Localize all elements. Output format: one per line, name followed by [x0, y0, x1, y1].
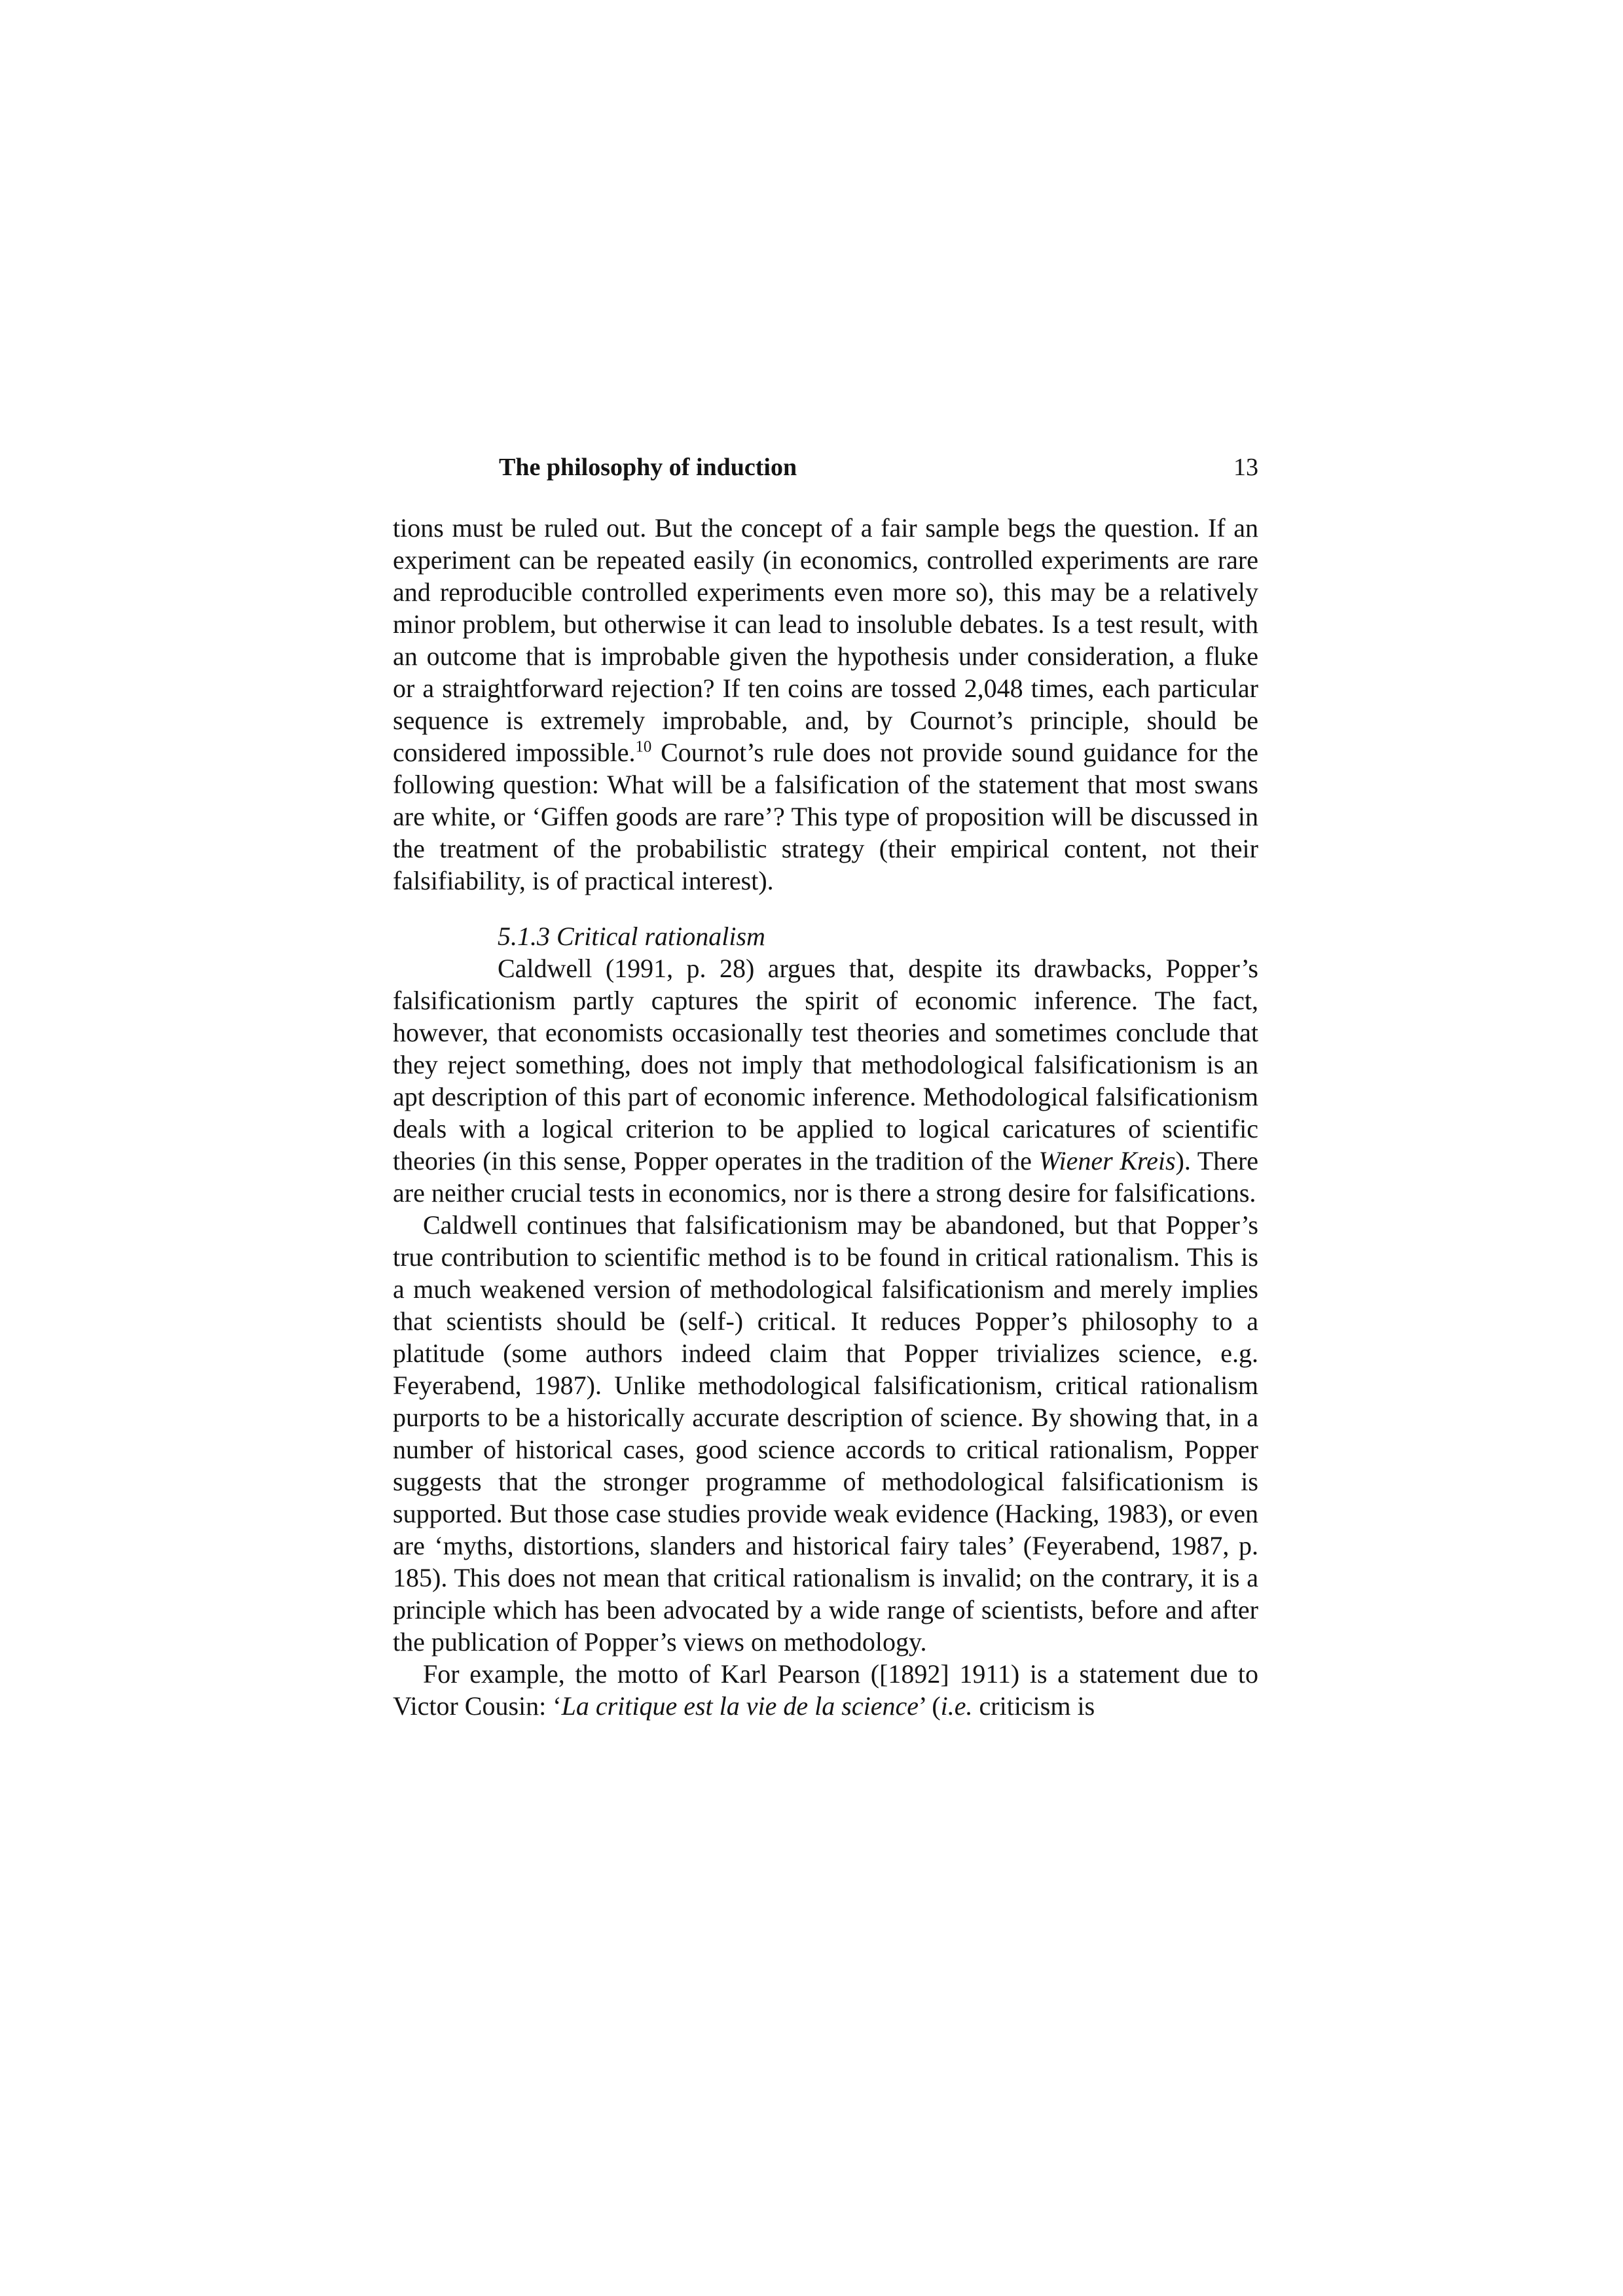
- emphasis-text: 5.1.3 Critical rationalism: [498, 922, 765, 951]
- running-head-title: The philosophy of induction: [499, 454, 797, 481]
- paragraph: [393, 1209, 1258, 1658]
- emphasis-text: Wiener Kreis: [1038, 1146, 1176, 1175]
- section-heading: [393, 920, 1258, 952]
- footnote-marker: 10: [635, 738, 652, 756]
- running-head: [393, 452, 1258, 483]
- text-run: Caldwell (1991, p. 28) argues that, despite its drawbacks, Popper’s falsificationism partly captures the spirit of economic inference. The fact, however, that economists occasionally test theories and sometimes conclude that they reject something, does not imply that methodological falsificationism is an apt description of this part of economic inference. Methodological falsificationism deals with a logical criterion to be applied to logical caricatures of scientific theories (in this sense, Popper operates in the tradition of the: [393, 954, 1258, 1175]
- text-run: ’ (: [918, 1691, 941, 1721]
- text-column: [393, 452, 1258, 1722]
- text-run: Caldwell continues that falsificationism may be abandoned, but that Popper’s true contribution to scientific method is to be found in critical rationalism. This is a much weakened version of methodological falsificationism and merely implies that scientists should be (self-) critical. It reduces Popper’s philosophy to a platitude (some authors indeed claim that Popper trivializes science, e.g. Feyerabend, 1987). Unlike methodological falsificationism, critical rationalism purports to be a historically accurate description of science. By showing that, in a number of historical cases, good science accords to critical rationalism, Popper suggests that the stronger programme of methodological falsificationism is supported. But those case studies provide weak evidence (Hacking, 1983), or even are ‘myths, distortions, slanders and historical fairy tales’ (Feyerabend, 1987, p. 185). This does not mean that critical rationalism is invalid; on the contrary, it is a principle which has been advocated by a wide range of scientists, before and after the publication of Popper’s views on methodology.: [393, 1210, 1258, 1657]
- body-text: [393, 512, 1258, 1722]
- emphasis-text: i.e.: [940, 1691, 973, 1721]
- text-run: For example, the motto of Karl Pearson ([1892] 1911) is a statement due to Victor Cousin: ‘: [393, 1659, 1258, 1721]
- text-run: criticism is: [972, 1691, 1095, 1721]
- paragraph: [393, 1658, 1258, 1722]
- page-number: 13: [1233, 454, 1258, 481]
- text-run: tions must be ruled out. But the concept of a fair sample begs the question. If an experiment can be repeated easily (in economics, controlled experiments are rare and reproducible controlled experiments even more so), this may be a relatively minor problem, but otherwise it can lead to insoluble debates. Is a test result, with an outcome that is improbable given the hypothesis under consideration, a fluke or a straightforward rejection? If ten coins are tossed 2,048 times, each particular sequence is extremely improbable, and, by Cournot’s principle, should be considered impossible.: [393, 513, 1258, 767]
- text-run: Cournot’s rule does not provide sound guidance for the following question: What will be a falsification of the statement that most swans are white, or ‘Giffen goods are rare’? This type of proposition will be discussed in the treatment of the probabilistic strategy (their empirical content, not their falsifiability, is of practical interest).: [393, 738, 1258, 895]
- text-run: ). There are neither crucial tests in economics, nor is there a strong desire for falsifications.: [393, 1146, 1259, 1208]
- paragraph: [393, 512, 1258, 897]
- paragraph: [393, 952, 1258, 1209]
- emphasis-text: La critique est la vie de la science: [561, 1691, 919, 1721]
